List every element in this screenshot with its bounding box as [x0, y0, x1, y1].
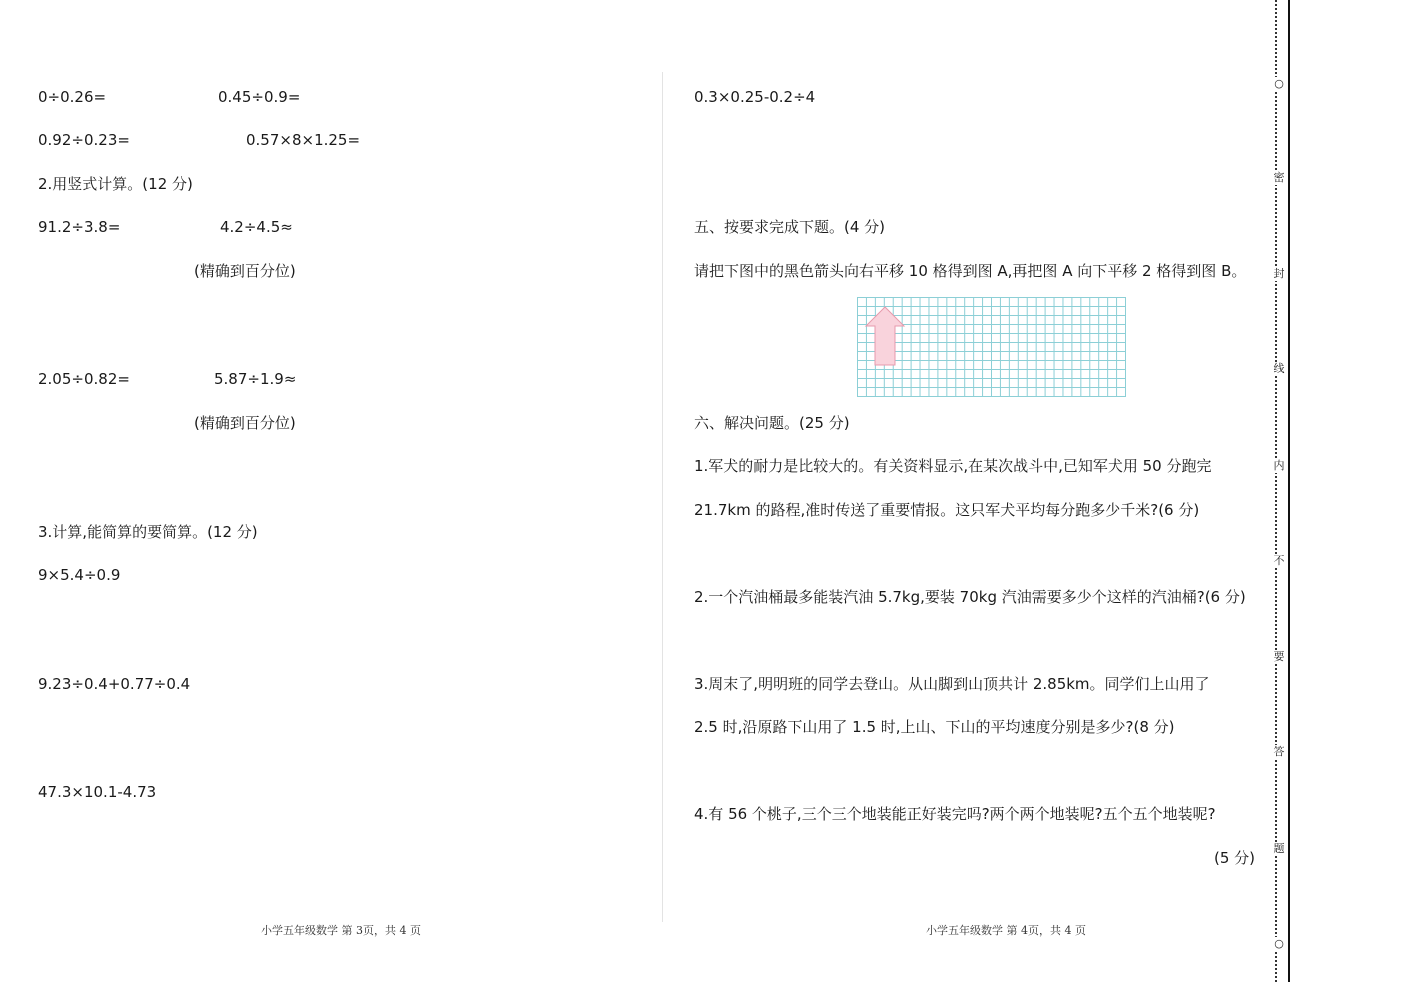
binding-glyph: 内 — [1271, 459, 1287, 473]
precision-note: (精确到百分位) — [194, 262, 296, 280]
binding-rule — [1288, 0, 1290, 982]
section-heading: 六、解决问题。(25 分) — [694, 414, 850, 432]
section-heading: 2.用竖式计算。(12 分) — [38, 175, 193, 193]
binding-glyph: 题 — [1271, 842, 1287, 856]
page-footer: 小学五年级数学 第 3页，共 4 页 — [261, 924, 421, 937]
question-text: 3.周末了,明明班的同学去登山。从山脚到山顶共计 2.85km。同学们上山用了 — [694, 675, 1210, 693]
translation-grid — [857, 297, 1126, 397]
binding-margin — [1270, 0, 1290, 982]
calc-line: 0.92÷0.23= — [38, 131, 130, 149]
calc-line: 0.57×8×1.25= — [246, 131, 361, 149]
calc-line: 5.87÷1.9≈ — [214, 370, 297, 388]
question-text: 2.5 时,沿原路下山用了 1.5 时,上山、下山的平均速度分别是多少?(8 分) — [694, 718, 1175, 736]
binding-glyph: 答 — [1271, 745, 1287, 759]
binding-glyph: 线 — [1271, 362, 1287, 376]
binding-glyph: 封 — [1271, 267, 1287, 281]
calc-line: 9.23÷0.4+0.77÷0.4 — [38, 675, 191, 693]
calc-line: 91.2÷3.8= — [38, 218, 121, 236]
question-text: 4.有 56 个桃子,三个三个地装能正好装完吗?两个两个地装呢?五个五个地装呢? — [694, 805, 1216, 823]
binding-glyph: 要 — [1271, 650, 1287, 664]
binding-glyph: ○ — [1271, 937, 1287, 951]
precision-note: (精确到百分位) — [194, 414, 296, 432]
page-divider — [662, 72, 663, 922]
question-text: 2.一个汽油桶最多能装汽油 5.7kg,要装 70kg 汽油需要多少个这样的汽油桶?(6 分) — [694, 588, 1246, 606]
calc-line: 2.05÷0.82= — [38, 370, 130, 388]
question-text: 1.军犬的耐力是比较大的。有关资料显示,在某次战斗中,已知军犬用 50 分跑完 — [694, 457, 1212, 475]
calc-line: 4.2÷4.5≈ — [220, 218, 293, 236]
calc-line: 0÷0.26= — [38, 88, 107, 106]
question-text: 请把下图中的黑色箭头向右平移 10 格得到图 A,再把图 A 向下平移 2 格得到图 B。 — [694, 262, 1247, 280]
page-footer: 小学五年级数学 第 4页，共 4 页 — [926, 924, 1086, 937]
binding-glyph: ○ — [1271, 77, 1287, 91]
calc-line: 0.3×0.25-0.2÷4 — [694, 88, 816, 106]
grid-lines — [857, 297, 1126, 397]
section-heading: 3.计算,能简算的要简算。(12 分) — [38, 523, 258, 541]
binding-glyph: 密 — [1271, 171, 1287, 185]
score-note: (5 分) — [1214, 849, 1256, 867]
question-text: 21.7km 的路程,准时传送了重要情报。这只军犬平均每分跑多少千米?(6 分) — [694, 501, 1200, 519]
calc-line: 0.45÷0.9= — [218, 88, 301, 106]
binding-glyph: 不 — [1271, 554, 1287, 568]
calc-line: 9×5.4÷0.9 — [38, 566, 121, 584]
calc-line: 47.3×10.1-4.73 — [38, 783, 157, 801]
dotted-line — [1275, 0, 1283, 982]
section-heading: 五、按要求完成下题。(4 分) — [694, 218, 886, 236]
grid-figure — [857, 297, 1126, 397]
